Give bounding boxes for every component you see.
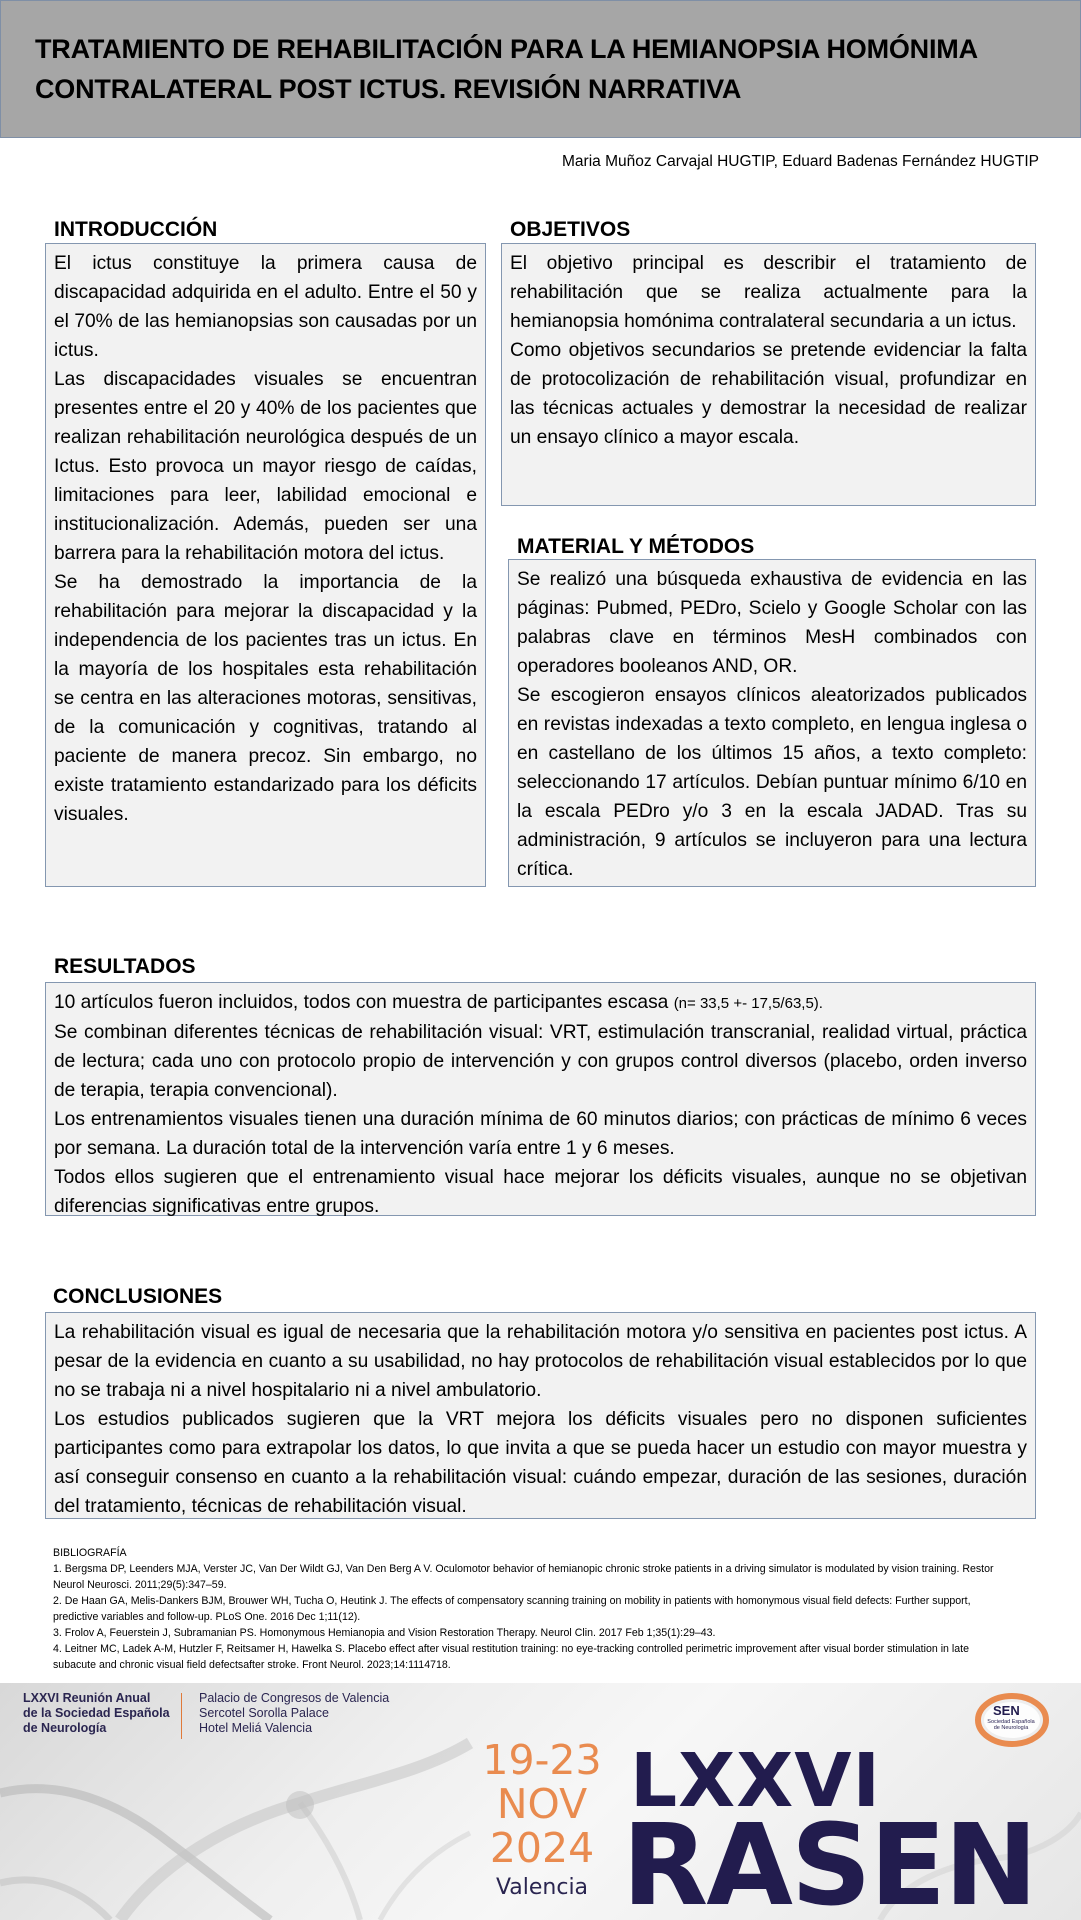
conclusiones-box xyxy=(45,1312,1036,1519)
event-dates: 19-23 NOV 2024 xyxy=(482,1736,602,1872)
intro-paragraph: Se ha demostrado la importancia de la rehabilitación para mejorar la discapacidad y la independencia de los pacientes tras un ictus. En la mayoría de los hospitales esta rehabilitación se centra en las alteraciones motoras, sensitivas, de la comunicación y cognitivas, tratando al paciente de manera precoz. Sin embargo, no existe tratamiento estandarizado para los déficits visuales. xyxy=(54,572,477,825)
footer-divider xyxy=(181,1693,182,1739)
authors: Maria Muñoz Carvajal HUGTIP, Eduard Badenas Fernández HUGTIP xyxy=(562,153,1039,170)
title-line-1: TRATAMIENTO DE REHABILITACIÓN PARA LA HEMIANOPSIA HOMÓNIMA xyxy=(35,34,978,64)
intro-heading: INTRODUCCIÓN xyxy=(54,218,218,241)
resultados-paragraph xyxy=(54,988,1027,1018)
event-city: Valencia xyxy=(495,1875,589,1900)
poster-title xyxy=(35,29,1050,109)
conclusiones-heading: CONCLUSIONES xyxy=(53,1285,223,1308)
resultados-paragraph: Los entrenamientos visuales tienen una duración mínima de 60 minutos diarios; con prácticas de mínimo 6 veces por semana. La duración total de la intervención varía entre 1 y 6 meses. xyxy=(54,1109,1027,1159)
intro-paragraph: El ictus constituye la primera causa de discapacidad adquirida en el adulto. Entre el 50 y el 70% de las hemianopsias son causadas por un ictus. xyxy=(54,253,477,361)
bibliography-ref: 3. Frolov A, Feuerstein J, Subramanian PS. Homonymous Hemianopia and Vision Restoration Therapy. Neurol Clin. 2017 Feb 1;35(1):29–43. xyxy=(53,1627,716,1639)
sen-logo-icon xyxy=(962,1688,1062,1748)
material-box xyxy=(508,559,1036,887)
resultados-paragraph: Se combinan diferentes técnicas de rehabilitación visual: VRT, estimulación transcranial, realidad virtual, práctica de lectura; cada uno con protocolo propio de intervención y con grupos control diversos (placebo, orden inverso de terapia, terapia convencional). xyxy=(54,1022,1027,1101)
intro-box xyxy=(45,243,486,887)
sen-logo-text: SEN xyxy=(993,1703,1020,1718)
conclusiones-paragraph: Los estudios publicados sugieren que la VRT mejora los déficits visuales pero no disponen suficientes participantes como para extrapolar los datos, lo que invita a que se pueda hacer un estudio con mayor muestra y así conseguir consenso en cuanto a la rehabilitación visual: cuándo empezar, duración de las sesiones, duración del tratamiento, técnicas de rehabilitación visual. xyxy=(54,1409,1027,1517)
objetivos-paragraph: Como objetivos secundarios se pretende evidenciar la falta de protocolización de rehabilitación visual, profundizar en las técnicas actuales y demostrar la necesidad de realizar un ensayo clínico a mayor escala. xyxy=(510,340,1027,448)
resultados-paragraph: Todos ellos sugieren que el entrenamiento visual hace mejorar los déficits visuales, aunque no se objetivan diferencias significativas entre grupos. xyxy=(54,1167,1027,1217)
title-line-2: CONTRALATERAL POST ICTUS. REVISIÓN NARRATIVA xyxy=(35,74,742,104)
objetivos-heading: OBJETIVOS xyxy=(510,218,631,241)
bibliography-heading: BIBLIOGRAFÍA xyxy=(53,1547,127,1559)
event-edition: LXXVI xyxy=(630,1738,882,1824)
resultados-heading: RESULTADOS xyxy=(54,955,196,978)
objetivos-box xyxy=(501,243,1036,506)
congress-banner xyxy=(0,1683,1081,1920)
resultados-text: 10 artículos fueron incluidos, todos con muestra de participantes escasa xyxy=(54,992,674,1013)
objetivos-paragraph: El objetivo principal es describir el tratamiento de rehabilitación que se realiza actualmente para la hemianopsia homónima contralateral secundaria a un ictus. xyxy=(510,253,1027,332)
material-heading: MATERIAL Y MÉTODOS xyxy=(517,535,755,558)
organizer-text: LXXVI Reunión Anual de la Sociedad Española de Neurología xyxy=(23,1691,170,1735)
title-banner xyxy=(0,0,1081,138)
sen-logo-subtitle: Sociedad Española de Neurología xyxy=(987,1719,1035,1731)
event-name: RASEN xyxy=(622,1801,1036,1920)
bibliography-ref: 2. De Haan GA, Melis-Dankers BJM, Brouwer WH, Tucha O, Heutink J. The effects of compensatory scanning training on mobility in patients with homonymous visual field defects: Further support, predictive variables and follow-up. PLoS One. 2016 Dec 1;11(12). xyxy=(53,1595,971,1623)
sample-size-note: (n= 33,5 +- 17,5/63,5). xyxy=(673,995,823,1012)
bibliography-ref: 4. Leitner MC, Ladek A-M, Hutzler F, Reitsamer H, Hawelka S. Placebo effect after visual restitution training: no eye-tracking controlled perimetric improvement after visual border stimulation in late subacute and chronic visual field defectsafter stroke. Front Neurol. 2023;14:1114718. xyxy=(53,1643,969,1671)
material-paragraph: Se realizó una búsqueda exhaustiva de evidencia en las páginas: Pubmed, PEDro, Scielo y Google Scholar con las palabras clave en términos MesH combinados con operadores booleanos AND, OR. xyxy=(517,569,1027,677)
intro-paragraph: Las discapacidades visuales se encuentran presentes entre el 20 y 40% de los pacientes que realizan rehabilitación neurológica después de un Ictus. Esto provoca un mayor riesgo de caídas, limitaciones para leer, labilidad emocional e institucionalización. Además, pueden ser una barrera para la rehabilitación motora del ictus. xyxy=(54,369,477,564)
resultados-box xyxy=(45,982,1036,1216)
bibliography xyxy=(53,1545,1013,1673)
material-paragraph: Se escogieron ensayos clínicos aleatorizados publicados en revistas indexadas a texto completo, en lengua inglesa o en castellano de los últimos 15 años, a texto completo: seleccionando 17 artículos. Debían puntuar mínimo 6/10 en la escala PEDro y/o 3 en la escala JADAD. Tras su administración, 9 artículos se incluyeron para una lectura crítica. xyxy=(517,685,1027,880)
bibliography-ref: 1. Bergsma DP, Leenders MJA, Verster JC, Van Der Wildt GJ, Van Den Berg A V. Oculomotor behavior of hemianopic chronic stroke patients in a driving simulator is modulated by vision training. Restor Neurol Neurosci. 2011;29(5):347–59. xyxy=(53,1563,994,1591)
venue-text: Palacio de Congresos de Valencia Sercotel Sorolla Palace Hotel Meliá Valencia xyxy=(199,1691,390,1735)
conclusiones-paragraph: La rehabilitación visual es igual de necesaria que la rehabilitación motora y/o sensitiva en pacientes post ictus. A pesar de la evidencia en cuanto a su usabilidad, no hay protocolos de rehabilitación visual establecidos por lo que no se trabaja ni a nivel hospitalario ni a nivel ambulatorio. xyxy=(54,1322,1027,1401)
